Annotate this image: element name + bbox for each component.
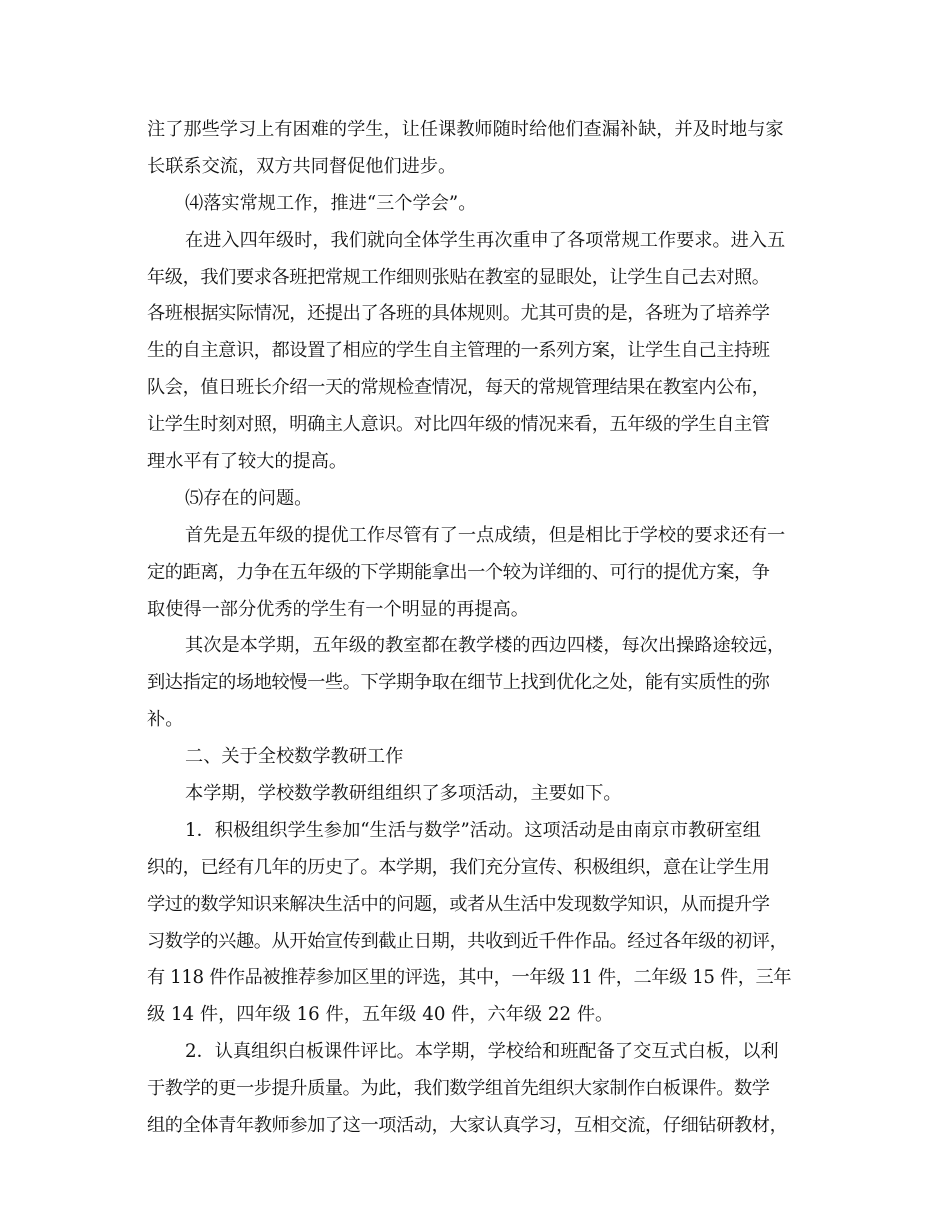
text-line: 补。 bbox=[147, 709, 184, 731]
paragraph-start: 本学期，学校数学教研组组织了多项活动，主要如下。 bbox=[185, 783, 622, 805]
paragraph-start: 在进入四年级时，我们就向全体学生再次重申了各项常规工作要求。进入五 bbox=[185, 229, 786, 251]
text-line: 级 14 件，四年级 16 件，五年级 40 件，六年级 22 件。 bbox=[147, 1004, 614, 1026]
text-line: 长联系交流，双方共同督促他们进步。 bbox=[147, 155, 457, 177]
text-line: 生的自主意识，都设置了相应的学生自主管理的一系列方案，让学生自己主持班 bbox=[147, 340, 770, 362]
text-line: 队会，值日班长介绍一天的常规检查情况，每天的常规管理结果在教室内公布， bbox=[147, 377, 770, 399]
text-line: 习数学的兴趣。从开始宣传到截止日期，共收到近千件作品。经过各年级的初评， bbox=[147, 930, 788, 952]
text-line: 取使得一部分优秀的学生有一个明显的再提高。 bbox=[147, 598, 529, 620]
text-line: 到达指定的场地较慢一些。下学期争取在细节上找到优化之处，能有实质性的弥 bbox=[147, 672, 770, 694]
text-line: 组的全体青年教师参加了这一项活动，大家认真学习，互相交流，仔细钻研教材， bbox=[147, 1115, 788, 1137]
document-body bbox=[147, 112, 807, 1145]
text-line: 年级，我们要求各班把常规工作细则张贴在教室的显眼处，让学生自己去对照。 bbox=[147, 266, 770, 288]
text-line: 各班根据实际情况，还提出了各班的具体规则。尤其可贵的是，各班为了培养学 bbox=[147, 303, 770, 325]
text-line: 定的距离，力争在五年级的下学期能拿出一个较为详细的、可行的提优方案，争 bbox=[147, 561, 770, 583]
text-line: 注了那些学习上有困难的学生，让任课教师随时给他们查漏补缺，并及时地与家 bbox=[147, 119, 784, 140]
paragraph-start: 其次是本学期，五年级的教室都在教学楼的西边四楼，每次出操路途较远， bbox=[185, 635, 786, 657]
section-heading: 二、关于全校数学教研工作 bbox=[185, 746, 404, 768]
section-heading: ⑸存在的问题。 bbox=[185, 487, 313, 509]
text-line: 让学生时刻对照，明确主人意识。对比四年级的情况来看，五年级的学生自主管 bbox=[147, 414, 770, 436]
text-line: 于教学的更一步提升质量。为此，我们数学组首先组织大家制作白板课件。数学 bbox=[147, 1078, 770, 1100]
paragraph-start: 首先是五年级的提优工作尽管有了一点成绩，但是相比于学校的要求还有一 bbox=[185, 524, 786, 546]
list-item-heading: 1．积极组织学生参加“生活与数学”活动。这项活动是由南京市教研室组 bbox=[185, 819, 761, 841]
text-line: 理水平有了较大的提高。 bbox=[147, 451, 348, 473]
list-item-heading: 2．认真组织白板课件评比。本学期，学校给和班配备了交互式白板，以利 bbox=[185, 1041, 779, 1063]
section-heading: ⑷落实常规工作，推进“三个学会”。 bbox=[185, 192, 477, 214]
text-line: 织的，已经有几年的历史了。本学期，我们充分宣传、积极组织，意在让学生用 bbox=[147, 856, 770, 878]
text-line: 学过的数学知识来解决生活中的问题，或者从生活中发现数学知识，从而提升学 bbox=[147, 893, 770, 915]
text-line: 有 118 件作品被推荐参加区里的评选，其中，一年级 11 件，二年级 15 件，三年 bbox=[147, 967, 792, 989]
